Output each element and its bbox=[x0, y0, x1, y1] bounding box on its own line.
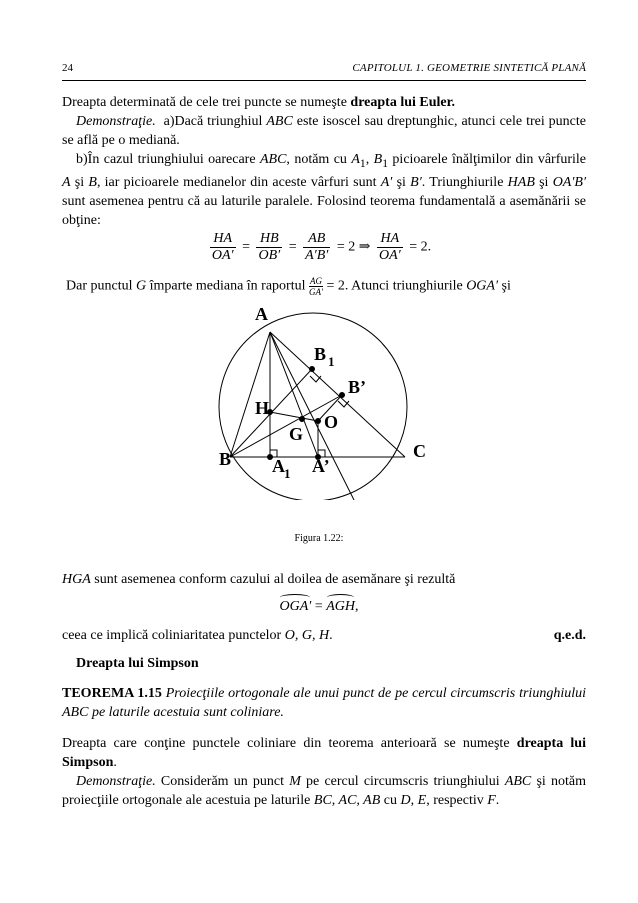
simpson-line-definition: Dreapta care conţine punctele coliniare din teorema anterioară se numeşte dreapta lui Simpson. bbox=[62, 736, 586, 770]
section-title: Dreapta lui Simpson bbox=[76, 656, 199, 671]
point-b1 bbox=[309, 366, 315, 372]
figure-caption: Figura 1.22: bbox=[294, 533, 344, 544]
point-bp bbox=[339, 392, 345, 398]
label-a1-sub: 1 bbox=[284, 466, 291, 481]
point-o bbox=[315, 418, 321, 424]
median-ratio-text: Dar punctul G împarte mediana în raportul $\frac{AG}{GA'}$ = 2. Atunci triunghiurile OGA′ şi bbox=[66, 276, 511, 297]
label-a: A bbox=[255, 304, 268, 324]
label-h: H bbox=[255, 398, 270, 418]
label-a1: A bbox=[272, 456, 285, 476]
collinearity-text: ceea ce implică coliniaritatea punctelor O, G, H. bbox=[62, 628, 333, 643]
theorem-1-15: TEOREMA 1.15 Proiecţiile ortogonale ale unui punct de pe cercul circumscris triunghiului ABC pe laturile acestuia sunt coliniare. bbox=[62, 686, 586, 720]
page-number: 24 bbox=[62, 62, 73, 74]
proof-part-a: Demonstraţie. a)Dacă triunghiul ABC este isoscel sau dreptunghic, atunci cele trei puncte se află pe o mediană. bbox=[62, 114, 586, 148]
header-rule bbox=[62, 80, 586, 81]
chapter-title: CAPITOLUL 1. GEOMETRIE SINTETICĂ PLANĂ bbox=[352, 62, 586, 74]
qed-marker: q.e.d. bbox=[553, 628, 586, 643]
right-angle-b1 bbox=[310, 376, 321, 382]
label-ap: A’ bbox=[312, 456, 330, 476]
ratio-formula: $\frac{HA}{OA'}$ = $\frac{HB}{OB'}$ = $\frac{AB}{A'B'}$ = 2 ⇒ $\frac{HA}{OA'}$ = 2. bbox=[211, 231, 432, 263]
point-g bbox=[299, 416, 305, 422]
euler-line-term: dreapta lui Euler. bbox=[350, 95, 456, 110]
label-b1: B bbox=[314, 344, 327, 364]
euler-line-statement: Dreapta determinată de cele trei puncte se numeşte dreapta lui Euler. bbox=[62, 95, 456, 110]
label-b: B bbox=[219, 449, 232, 469]
label-b1-sub: 1 bbox=[328, 354, 335, 369]
simpson-proof: Demonstraţie. Considerăm un punct M pe cercul circumscris triunghiului ABC şi notăm proiecţiile ortogonale ale acestuia pe laturile BC, AC, AB cu D, E, respectiv F. bbox=[62, 774, 586, 808]
proof-part-b: b)În cazul triunghiului oarecare ABC, notăm cu $A_1$, $B_1$ picioarele înălţimilor din vârfurile A şi B, iar picioarele medianelor din aceste vârfuri sunt A′ şi B′. Triunghiurile HAB şi OA′B′ sunt asemenea pentru că au laturile paralele. Folosind teorema fundamentală a asemănării se obţine: bbox=[62, 152, 587, 228]
label-c: C bbox=[413, 441, 426, 461]
label-o: O bbox=[324, 412, 339, 432]
angle-equality: OGA′ = AGH, bbox=[0, 596, 638, 615]
similarity-text: HGA sunt asemenea conform cazului al doilea de asemănare şi rezultă bbox=[62, 572, 456, 587]
euler-line-figure bbox=[200, 300, 440, 500]
label-bp: B’ bbox=[348, 377, 366, 397]
label-g: G bbox=[289, 424, 304, 444]
